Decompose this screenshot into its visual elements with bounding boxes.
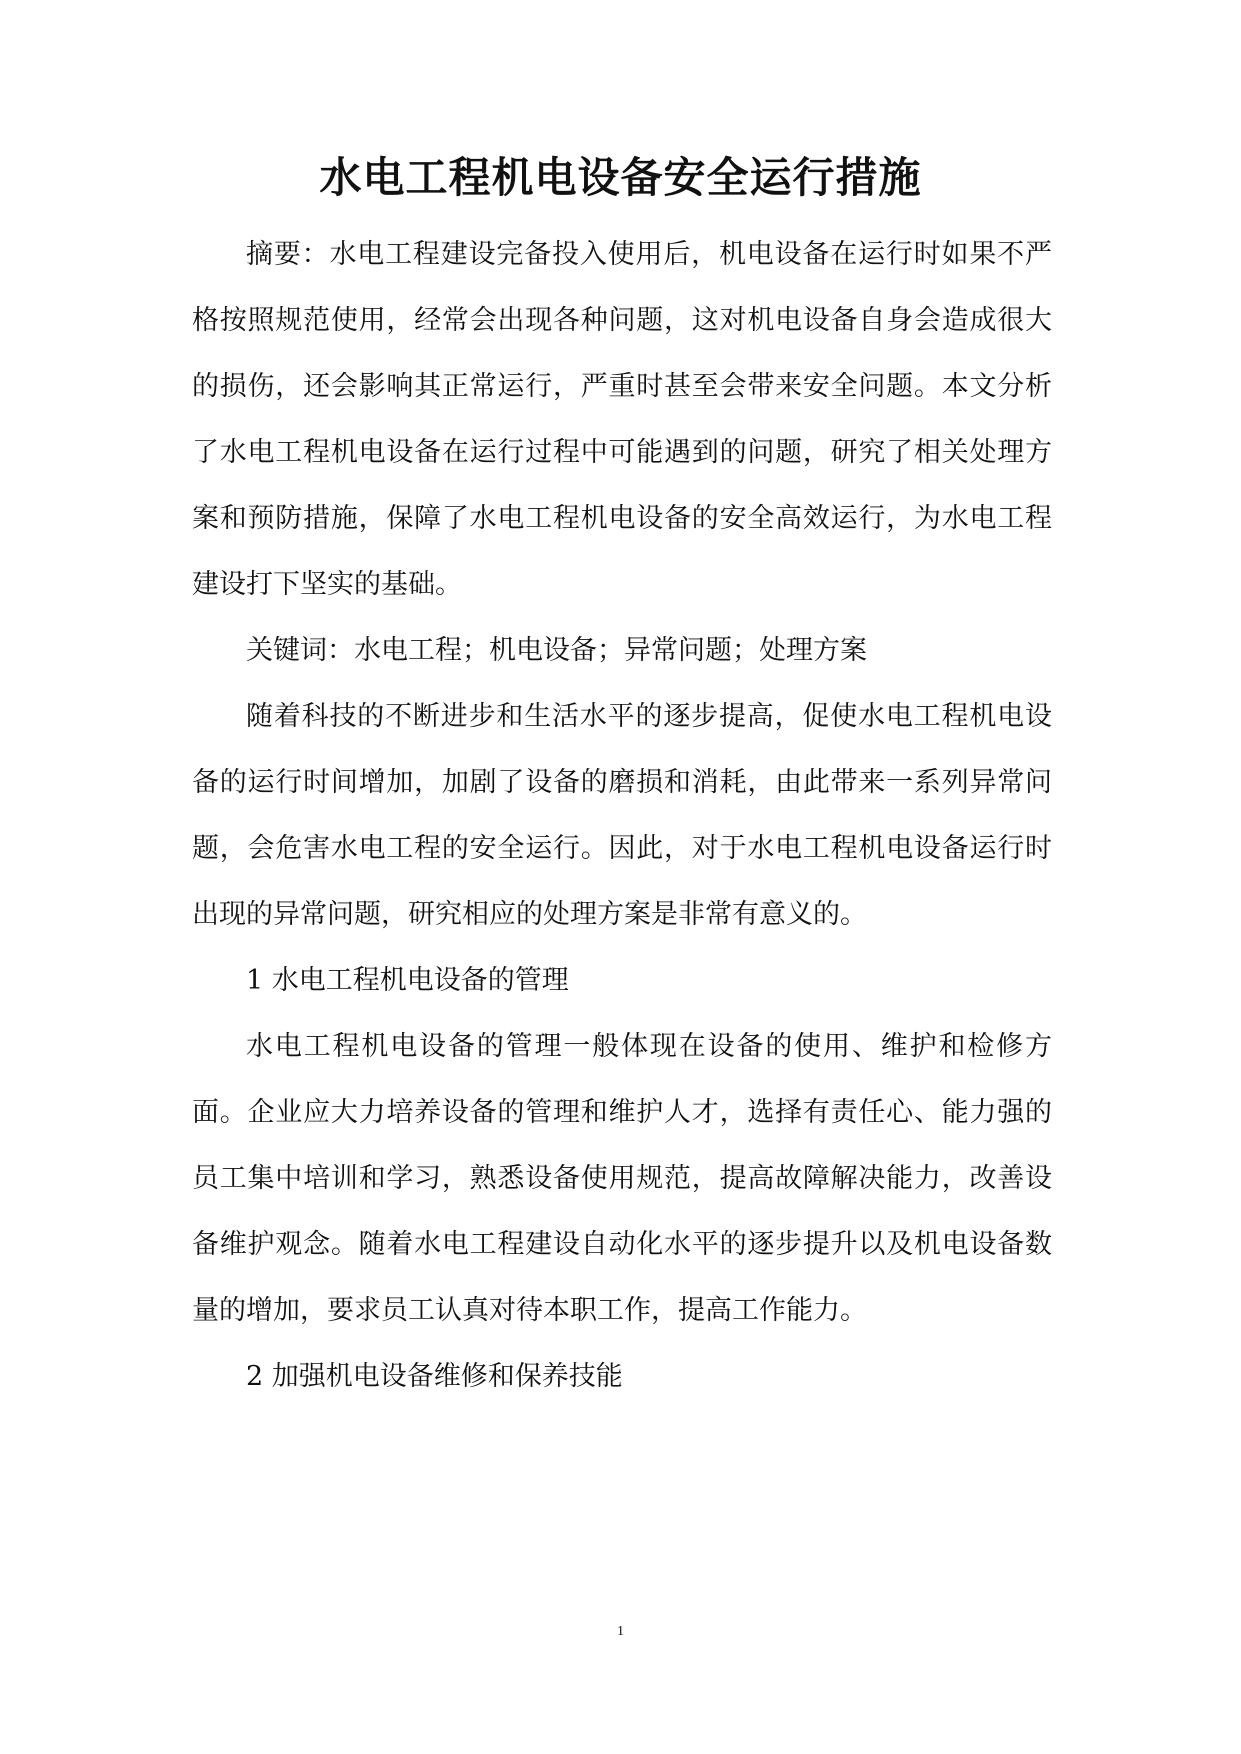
- section-heading-1: 1 水电工程机电设备的管理: [246, 965, 569, 996]
- document-title: 水电工程机电设备安全运行措施: [319, 153, 922, 202]
- intro-paragraph: 随着科技的不断进步和生活水平的逐步提高，促使水电工程机电设备的运行时间增加，加剧了设备的磨损和消耗，由此带来一系列异常问题，会危害水电工程的安全运行。因此，对于水电工程机电设备运行时出现的异常问题，研究相应的处理方案是非常有意义的。: [192, 701, 1052, 930]
- keywords-paragraph: 关键词：水电工程；机电设备；异常问题；处理方案: [246, 635, 867, 666]
- page-number: 1: [617, 1624, 624, 1639]
- section-1-paragraph: 水电工程机电设备的管理一般体现在设备的使用、维护和检修方面。企业应大力培养设备的管理和维护人才，选择有责任心、能力强的员工集中培训和学习，熟悉设备使用规范，提高故障解决能力，改善设备维护观念。随着水电工程建设自动化水平的逐步提升以及机电设备数量的增加，要求员工认真对待本职工作，提高工作能力。: [192, 1031, 1052, 1326]
- abstract-paragraph: 摘要：水电工程建设完备投入使用后，机电设备在运行时如果不严格按照规范使用，经常会出现各种问题，这对机电设备自身会造成很大的损伤，还会影响其正常运行，严重时甚至会带来安全问题。本文分析了水电工程机电设备在运行过程中可能遇到的问题，研究了相关处理方案和预防措施，保障了水电工程机电设备的安全高效运行，为水电工程建设打下坚实的基础。: [192, 239, 1052, 600]
- document-body: [192, 222, 1052, 1410]
- section-heading-2: 2 加强机电设备维修和保养技能: [246, 1361, 623, 1392]
